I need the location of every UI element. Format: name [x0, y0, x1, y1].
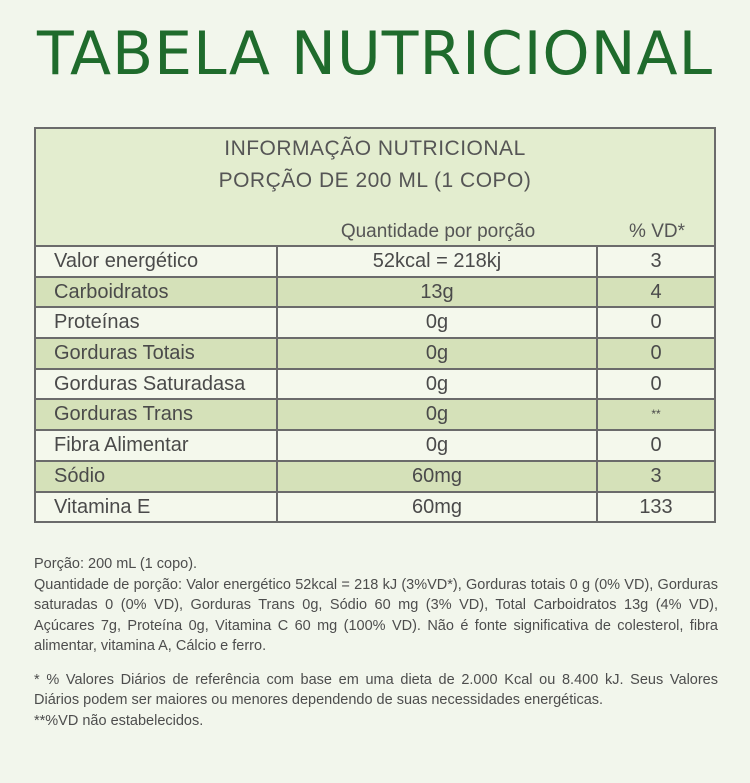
nutrient-quantity: 0g: [278, 431, 598, 460]
note-footnote-vd: * % Valores Diários de referência com base em uma dieta de 2.000 Kcal ou 8.400 kJ. Seus Valores Diários podem ser maiores ou menores dependendo de suas necessidades energéticas.: [34, 671, 718, 708]
nutrient-quantity: 0g: [278, 370, 598, 399]
table-row: [36, 245, 714, 276]
nutrient-quantity: 0g: [278, 400, 598, 429]
column-header-quantity: Quantidade por porção: [340, 221, 536, 242]
table-portion: PORÇÃO DE 200 ML (1 COPO): [218, 169, 532, 192]
nutrient-vd: **: [651, 407, 661, 422]
nutrient-quantity: 0g: [278, 308, 598, 337]
table-row: [36, 398, 714, 429]
nutrient-vd: 0: [650, 342, 662, 365]
page-title: TABELA NUTRICIONAL: [36, 19, 714, 89]
note-portion: Porção: 200 mL (1 copo).: [34, 556, 198, 572]
note-footnote-not-established: **%VD não estabelecidos.: [34, 712, 204, 729]
nutrient-name: Proteínas: [36, 308, 278, 337]
table-row: [36, 429, 714, 460]
nutrient-vd: 4: [650, 280, 662, 303]
nutrient-vd: 0: [650, 311, 662, 334]
nutrient-vd: 0: [650, 434, 662, 457]
table-rows: [36, 245, 714, 521]
nutrient-name: Gorduras Totais: [36, 339, 278, 368]
nutrient-quantity: 60mg: [278, 493, 598, 522]
column-header-vd: % VD*: [629, 221, 685, 242]
nutrient-name: Fibra Alimentar: [36, 431, 278, 460]
nutrient-name: Gorduras Trans: [36, 400, 278, 429]
nutrition-notes: [34, 554, 718, 731]
nutrient-quantity: 13g: [278, 278, 598, 307]
table-row: [36, 276, 714, 307]
nutrient-name: Valor energético: [36, 247, 278, 276]
nutrition-table: [34, 127, 716, 523]
table-row: [36, 337, 714, 368]
table-row: [36, 368, 714, 399]
table-row: [36, 460, 714, 491]
nutrient-vd: 3: [650, 464, 662, 487]
note-quantity: Quantidade de porção: Valor energético 52kcal = 218 kJ (3%VD*), Gorduras totais 0 g (0% VD), Gorduras saturadas 0 (0% VD), Gorduras Trans 0g, Sódio 60 mg (3% VD), Total Carboidratos 13g (4% VD), Açúcares 7g, Proteína 0g, Vitamina C 60 mg (100% VD). Não é fonte significativa de colesterol, fibra alimentar, vitamina A, Cálcio e ferro.: [34, 576, 718, 654]
nutrient-name: Sódio: [36, 462, 278, 491]
nutrient-quantity: 0g: [278, 339, 598, 368]
nutrient-quantity: 60mg: [278, 462, 598, 491]
nutrient-vd: 0: [650, 372, 662, 395]
nutrient-vd: 3: [650, 250, 662, 272]
nutrient-quantity: 52kcal = 218kj: [278, 247, 598, 276]
nutrient-vd: 133: [639, 495, 673, 518]
table-row: [36, 491, 714, 522]
table-heading: INFORMAÇÃO NUTRICIONAL: [224, 137, 526, 160]
table-row: [36, 306, 714, 337]
nutrient-name: Vitamina E: [36, 493, 278, 522]
nutrient-name: Gorduras Saturadasa: [36, 370, 278, 399]
nutrient-name: Carboidratos: [36, 278, 278, 307]
